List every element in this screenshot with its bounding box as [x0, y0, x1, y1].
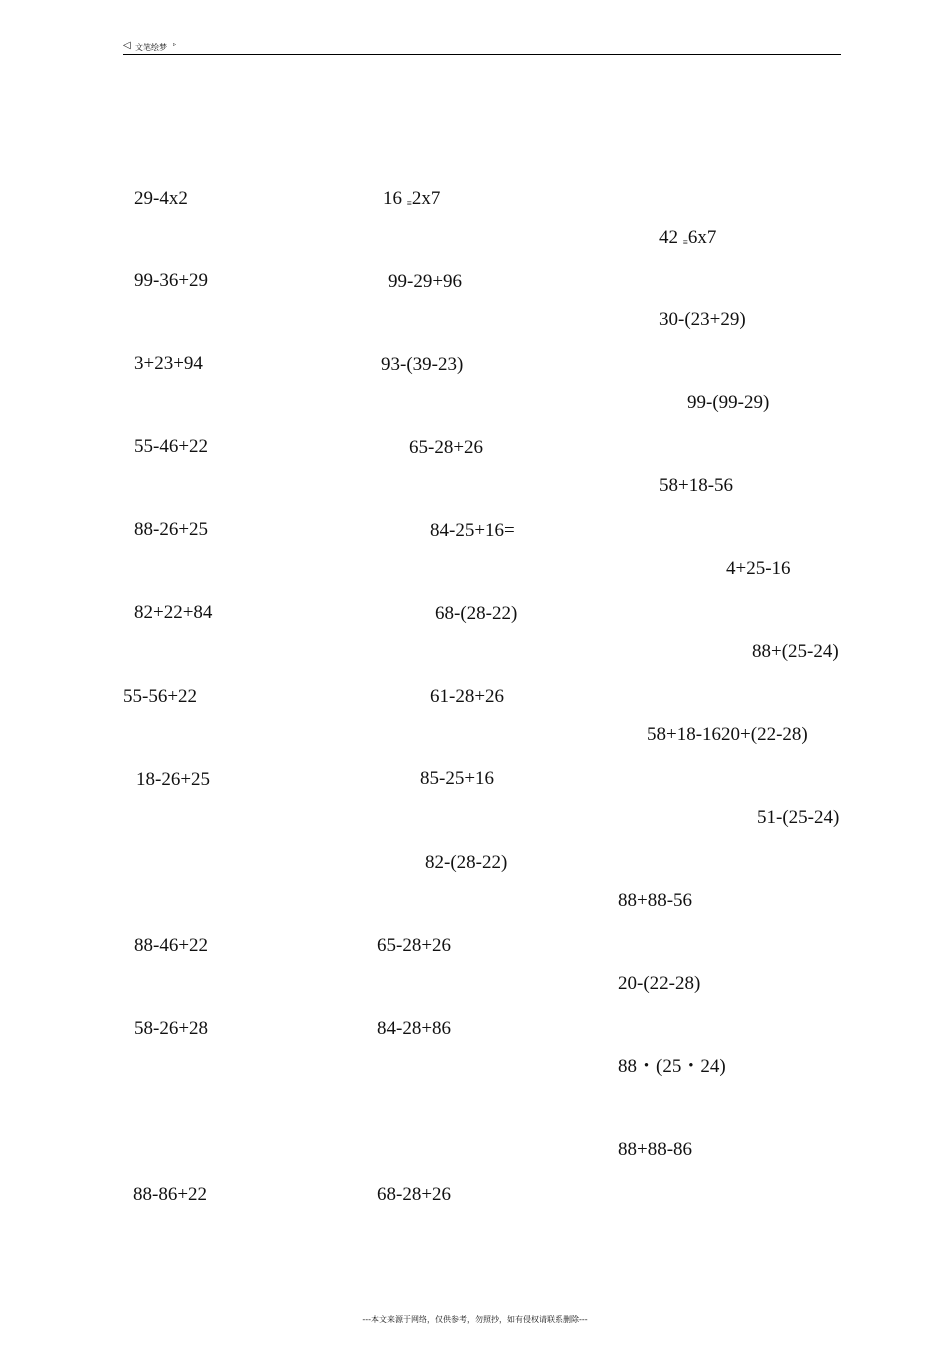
problem-c1-4: 55-46+22: [134, 436, 209, 457]
problem-c1-7: 55-56+22: [123, 686, 198, 707]
problem-c3-9: 88+88-56: [618, 890, 693, 911]
problem-c3-11: 88・(25・24): [618, 1056, 726, 1077]
problem-c1-5: 88-26+25: [134, 519, 209, 540]
equiv-sign: ≡: [682, 237, 688, 247]
header-text: 文笔绘梦: [135, 43, 167, 52]
problem-c2-4: 65-28+26: [409, 437, 484, 458]
problem-c2-1: [383, 189, 440, 208]
problem-c1-1: 29-4x2: [134, 188, 188, 209]
problem-c3-4: 58+18-56: [659, 475, 734, 496]
problem-c3-3: 99-(99-29): [687, 392, 770, 413]
problem-c1-9: 88-46+22: [134, 935, 209, 956]
problem-c2-3: 93-(39-23): [381, 354, 464, 375]
problem-c2-8: 85-25+16: [420, 768, 495, 789]
problem-c1-6: 82+22+84: [134, 602, 213, 623]
problem-c1-10: 58-26+28: [134, 1018, 209, 1039]
problem-c3-8: 51-(25-24): [757, 807, 840, 828]
problem-c1-2: 99-36+29: [134, 270, 209, 291]
problem-c2-5: 84-25+16=: [430, 520, 515, 541]
problem-c2-1-left: 16: [383, 188, 402, 209]
problem-c2-7: 61-28+26: [430, 686, 505, 707]
problem-c2-9: 82-(28-22): [425, 852, 508, 873]
problem-c1-3: 3+23+94: [134, 353, 203, 374]
problem-c3-7: 58+18-1620+(22-28): [647, 724, 808, 745]
problem-c1-8: 18-26+25: [136, 769, 211, 790]
left-triangle-icon: ◁: [123, 40, 131, 51]
problem-c2-12: 68-28+26: [377, 1184, 452, 1205]
problem-c2-6: 68-(28-22): [435, 603, 518, 624]
problem-c1-11: 88-86+22: [133, 1184, 208, 1205]
right-triangle-icon: ▹: [173, 41, 177, 48]
page-footer: ---本文来源于网络，仅供参考，勿照抄，如有侵权请联系删除---: [362, 1315, 588, 1324]
problem-c3-1: [659, 228, 716, 247]
problem-c2-1-right: 2x7: [411, 188, 441, 209]
problem-c2-2: 99-29+96: [388, 271, 463, 292]
problem-c3-1-left: 42: [659, 227, 678, 248]
problem-c3-1-right: 6x7: [687, 227, 717, 248]
equiv-sign: ≡: [406, 198, 412, 208]
problem-c3-12: 88+88-86: [618, 1139, 693, 1160]
problem-c3-2: 30-(23+29): [659, 309, 746, 330]
problem-c2-10: 65-28+26: [377, 935, 452, 956]
problem-c2-11: 84-28+86: [377, 1018, 452, 1039]
problem-c3-5: 4+25-16: [726, 558, 791, 579]
page-header: [123, 38, 841, 55]
problem-c3-6: 88+(25-24): [752, 641, 839, 662]
problem-c3-10: 20-(22-28): [618, 973, 701, 994]
